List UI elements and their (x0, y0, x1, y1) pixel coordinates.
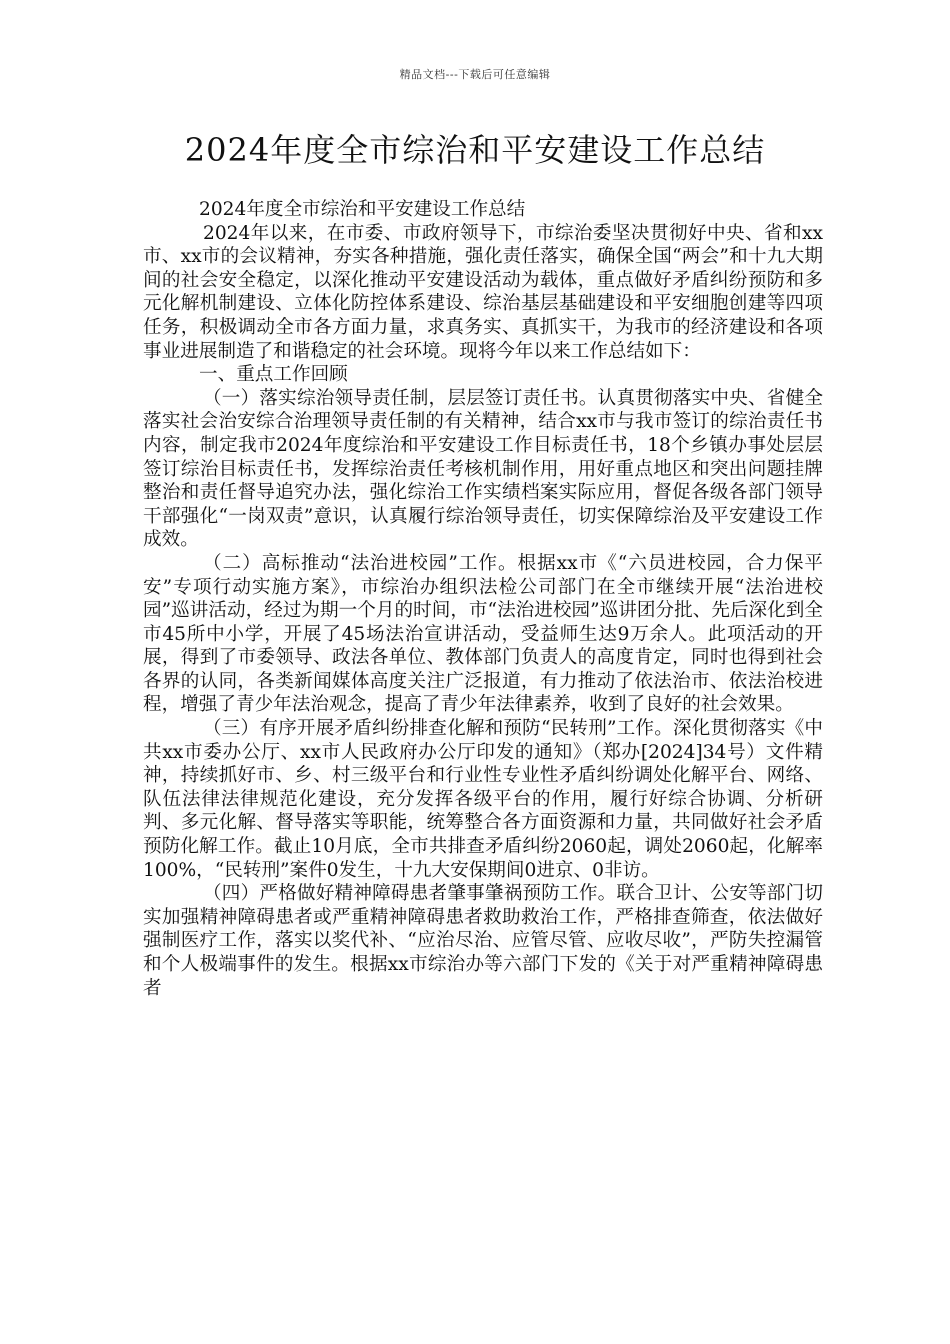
paragraph-intro: 2024年以来，在市委、市政府领导下，市综治委坚决贯彻好中央、省和xx市、xx市的会议精神，夯实各种措施，强化责任落实，确保全国“两会”和十九大期间的社会安全稳定，以深化推动平安建设活动为载体，重点做好矛盾纠纷预防和多元化解机制建设、立体化防控体系建设、综治基层基础建设和平安细胞创建等四项任务，积极调动全市各方面力量，求真务实、真抓实干，为我市的经济建设和各项事业进展制造了和谐稳定的社会环境。现将今年以来工作总结如下： (143, 222, 823, 362)
paragraph-item-2: （二）高标推动“法治进校园”工作。根据xx市《“六员进校园，合力保平安”专项行动实施方案》，市综治办组织法检公司部门在全市继续开展“法治进校园”巡讲活动，经过为期一个月的时间，市“法治进校园”巡讲团分批、先后深化到全市45所中小学，开展了45场法治宣讲活动，受益师生达9万余人。此项活动的开展，得到了市委领导、政法各单位、教体部门负责人的高度肯定，同时也得到社会各界的认同，各类新闻媒体高度关注广泛报道，有力推动了依法治市、依法治校进程，增强了青少年法治观念，提高了青少年法律素养，收到了良好的社会效果。 (143, 552, 823, 716)
paragraph-item-3: （三）有序开展矛盾纠纷排查化解和预防“民转刑”工作。深化贯彻落实《中共xx市委办公厅、xx市人民政府办公厅印发的通知》（郑办[2024]34号）文件精神，持续抓好市、乡、村三级平台和行业性专业性矛盾纠纷调处化解平台、网络、队伍法律法律规范化建设，充分发挥各级平台的作用，履行好综合协调、分析研判、多元化解、督导落实等职能，统筹整合各方面资源和力量，共同做好社会矛盾预防化解工作。截止10月底，全市共排查矛盾纠纷2060起，调处2060起，化解率100%，“民转刑”案件0发生，十九大安保期间0进京、0非访。 (143, 718, 823, 881)
paragraph-subtitle: 2024年度全市综治和平安建设工作总结 (199, 199, 526, 220)
paragraph-item-4: （四）严格做好精神障碍患者肇事肇祸预防工作。联合卫计、公安等部门切实加强精神障碍患者或严重精神障碍患者救助救治工作，严格排查筛查，依法做好强制医疗工作，落实以奖代补、“应治尽治、应管尽管、应收尽收”，严防失控漏管和个人极端事件的发生。根据xx市综治办等六部门下发的《关于对严重精神障碍患者 (143, 883, 823, 999)
document-title: 2024年度全市综治和平安建设工作总结 (184, 131, 766, 169)
document-body (143, 198, 823, 1000)
paragraph-item-1: （一）落实综治领导责任制，层层签订责任书。认真贯彻落实中央、省健全落实社会治安综合治理领导责任制的有关精神，结合xx市与我市签订的综治责任书内容，制定我市2024年度综治和平安建设工作目标责任书，18个乡镇办事处层层签订综治目标责任书，发挥综治责任考核机制作用，用好重点地区和突出问题挂牌整治和责任督导追究办法，强化综治工作实绩档案实际应用，督促各级各部门领导干部强化“一岗双责”意识，认真履行综治领导责任，切实保障综治及平安建设工作成效。 (143, 387, 823, 551)
header-note: 精品文档---下载后可任意编辑 (399, 68, 551, 81)
section-heading: 一、重点工作回顾 (199, 364, 348, 386)
